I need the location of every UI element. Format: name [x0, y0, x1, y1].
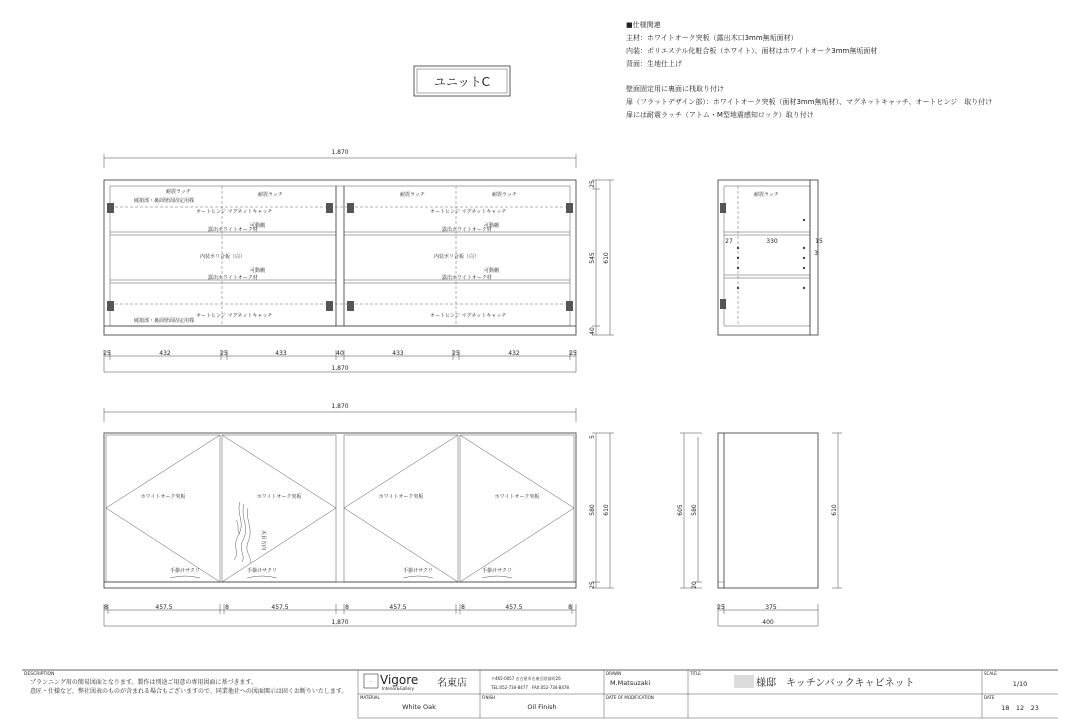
fi-fixture-label-2: オートヒンジ マグネットキャッチ: [430, 209, 507, 215]
fi-edge-label-3: 露出ホワイトオーク材: [442, 227, 492, 233]
ss-dim-1: 27: [725, 238, 733, 245]
fe-right-dim-4: 25: [589, 581, 596, 589]
spec-line-1: 主材：ホワイトオーク突板（露出木口3mm無垢面材）: [626, 34, 798, 42]
ss-dim-2: 330: [766, 238, 778, 245]
spec-line-7: 扉には耐震ラッチ（アトム・M型地震感知ロック）取り付け: [626, 111, 814, 119]
fi-edge-label-4: 露出ホワイトオーク材: [442, 275, 492, 281]
fe-handle-label-4: 手掛けサクリ: [482, 568, 512, 574]
fi-latch-label-3: 耐震ラッチ: [400, 192, 425, 198]
fi-shelf-label-2: 可動棚: [250, 268, 266, 274]
tb-finish-label: FINISH: [482, 695, 496, 700]
tb-description-line-1: プランニング用の簡易図面となります。製作は別途ご用意の専用図面に基づきます。: [30, 679, 257, 686]
fe-handle-label-1: 手掛けサクリ: [170, 568, 200, 574]
se-right-dim: 610: [831, 504, 838, 516]
tb-scale-label: SCALE: [984, 671, 997, 676]
title-block: [22, 670, 1058, 718]
fi-shelf-label-4: 可動棚: [484, 268, 500, 274]
fi-inner-label-1: 内装ポリ合板（白）: [200, 254, 246, 260]
fi-right-dim-4: 40: [589, 327, 596, 335]
shelf-pin-holes: [737, 219, 805, 289]
fe-bottom-dim-2: 457.5: [155, 604, 173, 611]
fi-bottom-dim-9: 25: [569, 350, 577, 357]
tb-branch: 名東店: [437, 678, 467, 689]
fi-edge-label-1: 露出ホワイトオーク材: [208, 227, 258, 233]
fe-door-label-3: ホワイトオーク突板: [378, 494, 424, 500]
fi-overall-bottom: 1,870: [331, 365, 349, 372]
tb-drawn: M.Matsuzaki: [610, 679, 651, 687]
tb-description-label: DESCRIPTION: [24, 672, 55, 677]
tb-date-label: DATE: [984, 695, 995, 700]
fi-fixture-label-4: オートヒンジ マグネットキャッチ: [430, 313, 507, 319]
fe-bottom-dim-4: 457.5: [271, 604, 289, 611]
fe-bottom-dim-5: 8: [345, 604, 349, 611]
fe-bottom-dim-3: 8: [225, 604, 229, 611]
tb-title: 様邸 キッチンバックキャビネット: [756, 678, 915, 689]
side-elevation-view: [677, 433, 842, 626]
fe-bottom-dim-6: 457.5: [389, 604, 407, 611]
se-bottom-dim-2: 375: [765, 604, 777, 611]
tb-address: 〒465-0057 名古屋市名東区陸前町26: [491, 676, 561, 681]
fi-floor-label-2: 破損部・裏面壁面固定用桟: [134, 318, 195, 324]
redacted-name-block: [734, 675, 754, 688]
fi-bottom-dim-8: 432: [508, 350, 520, 357]
fe-bottom-dim-9: 8: [568, 604, 572, 611]
fe-door-label-2: ホワイトオーク突板: [256, 494, 302, 500]
ss-dim-4: 3: [814, 250, 818, 257]
fi-overall-top: 1,870: [331, 149, 349, 156]
fe-bottom-dim-8: 457.5: [505, 604, 523, 611]
tb-finish: Oil Finish: [527, 703, 557, 711]
hinge-icon: [720, 203, 726, 309]
fi-right-dim-3: 610: [603, 252, 610, 264]
fi-bottom-dim-1: 25: [103, 350, 111, 357]
tb-description-line-2: 意匠・仕様など、弊社図表のものが含まれる場合もございますので、同業他社への図面開示は固くお断りいたします。: [30, 688, 348, 695]
se-left-dim-3: 20: [691, 581, 698, 589]
se-total-dim: 400: [762, 619, 774, 626]
tb-scale: 1/10: [1012, 680, 1028, 688]
fe-grain-label: 木目方向: [260, 530, 266, 551]
fi-bottom-dim-5: 40: [336, 350, 344, 357]
fi-fixture-label-1: オートヒンジ マグネットキャッチ: [196, 209, 273, 215]
fi-right-dim-1: 25: [589, 180, 596, 188]
fe-bottom-dim-1: 8: [104, 604, 108, 611]
fi-floor-label-1: 破損部・裏面壁面固定用桟: [134, 198, 195, 204]
fi-latch-label-2: 耐震ラッチ: [258, 192, 283, 198]
fi-bottom-dim-7: 25: [452, 350, 460, 357]
spec-heading: ■仕様関連: [626, 21, 661, 29]
front-elevation-view: [104, 403, 614, 626]
fe-door-label-4: ホワイトオーク突板: [494, 494, 540, 500]
fe-right-dim-3: 610: [603, 504, 610, 516]
tb-company-sub: Interior&Gallery: [382, 686, 414, 691]
tb-material: White Oak: [402, 703, 436, 711]
fi-bottom-dim-3: 25: [220, 350, 228, 357]
fe-right-dim-1: 5: [589, 435, 596, 439]
ss-dim-3: 15: [815, 238, 823, 245]
spec-notes: [626, 20, 992, 119]
door-panel: [106, 435, 220, 582]
fe-right-dim-2: 580: [589, 504, 596, 516]
fi-shelf-label-1: 可動棚: [250, 223, 266, 229]
fi-bottom-dim-6: 433: [392, 350, 404, 357]
tb-date: 18 12 23: [1001, 704, 1039, 712]
fe-handle-label-3: 手掛けサクリ: [403, 568, 433, 574]
spec-line-5: 壁面固定用に裏面に桟取り付け: [626, 85, 724, 93]
fi-inner-label-2: 内装ポリ合板（白）: [434, 254, 480, 260]
spec-line-3: 背面：生地仕上げ: [626, 60, 682, 68]
fi-latch-label-4: 耐震ラッチ: [492, 192, 517, 198]
fe-overall-bottom: 1,870: [331, 619, 349, 626]
unit-title-box: [414, 66, 510, 96]
hinge-icon: [107, 203, 573, 311]
fi-latch-label-1: 耐震ラッチ: [166, 189, 191, 195]
spec-line-2: 内装：ポリエステル化粧合板（ホワイト）、面材はホワイトオーク3mm無垢面材: [626, 47, 878, 55]
fe-bottom-dim-7: 8: [461, 604, 465, 611]
tb-tel: TEL:052-734-8477 FAX:052-734-8478: [491, 685, 569, 690]
se-left-dim-2: 580: [691, 504, 698, 516]
fe-overall-top: 1,870: [331, 403, 349, 410]
tb-title-label: TITLE: [690, 671, 701, 676]
door-panel: [460, 435, 574, 582]
fe-handle-label-2: 手掛けサクリ: [247, 568, 277, 574]
door-panel: [344, 435, 458, 582]
se-left-dim-1: 605: [677, 504, 684, 516]
side-section-view: [718, 180, 823, 335]
fi-edge-label-2: 露出ホワイトオーク材: [208, 275, 258, 281]
tb-drawn-label: DRAWN: [606, 671, 622, 676]
handle-groove: [170, 576, 512, 578]
fi-bottom-dim-4: 433: [275, 350, 287, 357]
fi-bottom-dim-2: 432: [159, 350, 171, 357]
fi-right-dim-2: 545: [589, 252, 596, 264]
front-interior-view: [103, 149, 614, 372]
ss-latch-label: 耐震ラッチ: [754, 192, 779, 198]
tb-mod-label: DATE OF MODIFICATION: [606, 695, 654, 700]
tb-company-name: Vigore: [380, 673, 419, 687]
tb-material-label: MATERIAL: [360, 695, 380, 700]
spec-line-6: 扉（フラットデザイン部）：ホワイトオーク突板（面材3mm無垢材）、マグネットキャッチ、オートヒンジ 取り付け: [626, 98, 993, 106]
fe-door-label-1: ホワイトオーク突板: [140, 494, 186, 500]
se-bottom-dim-1: 25: [717, 604, 725, 611]
svg-text:·: ·: [370, 679, 372, 686]
fi-fixture-label-3: オートヒンジ マグネットキャッチ: [196, 313, 273, 319]
unit-title: ユニットC: [434, 75, 490, 89]
wood-grain-sketch: [234, 502, 250, 563]
fi-shelf-label-3: 可動棚: [484, 223, 500, 229]
